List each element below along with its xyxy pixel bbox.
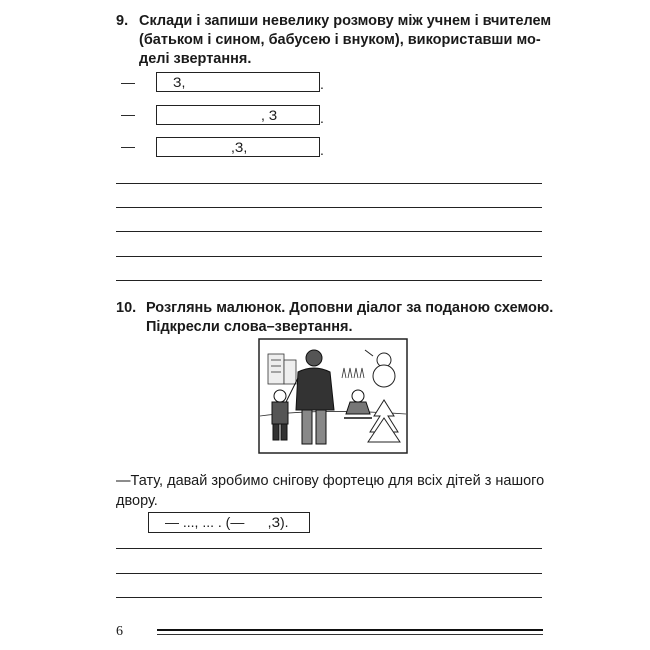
task-10-scheme-text: — ..., ... . (— ,З). xyxy=(165,514,289,530)
writing-line-8[interactable] xyxy=(116,597,542,598)
task-9-title-line-1: Склади і запиши невелику розмову між учнем і вчителем xyxy=(139,13,552,29)
winter-walk-illustration xyxy=(258,338,408,454)
writing-line-2[interactable] xyxy=(116,207,542,208)
scheme-2-end: . xyxy=(320,110,324,126)
writing-line-1[interactable] xyxy=(116,183,542,184)
scheme-3-box xyxy=(156,137,320,157)
scheme-1-dash: — xyxy=(121,74,135,90)
writing-line-3[interactable] xyxy=(116,231,542,232)
scheme-2-box xyxy=(156,105,320,125)
scheme-3-end: . xyxy=(320,142,324,158)
scheme-1-end: . xyxy=(320,76,324,92)
dialogue-line-2: двору. xyxy=(116,493,158,509)
scheme-2-dash: — xyxy=(121,106,135,122)
task-10-title-line-1: Розглянь малюнок. Доповни діалог за поданою схемою. xyxy=(146,300,554,316)
scheme-2-text: , З xyxy=(261,107,278,123)
task-10-number: 10. xyxy=(116,300,137,316)
footer-rule-thick xyxy=(157,629,543,631)
writing-line-5[interactable] xyxy=(116,280,542,281)
scheme-1-box xyxy=(156,72,320,92)
writing-line-7[interactable] xyxy=(116,573,542,574)
writing-line-6[interactable] xyxy=(116,548,542,549)
writing-line-4[interactable] xyxy=(116,256,542,257)
task-9-title-line-3: делі звертання. xyxy=(139,51,252,67)
task-10-title-line-2: Підкресли слова–звертання. xyxy=(146,319,353,335)
task-10-scheme-box xyxy=(148,512,310,533)
scheme-1-text: З, xyxy=(173,74,186,90)
page-number: 6 xyxy=(116,624,123,639)
dialogue-line-1: —Тату, давай зробимо снігову фортецю для всіх дітей з нашого xyxy=(116,473,545,489)
scheme-3-dash: — xyxy=(121,138,135,154)
footer-rule-thin xyxy=(157,634,543,635)
scheme-3-text: ,З, xyxy=(231,139,248,155)
task-9-title-line-2: (батьком і сином, бабусею і внуком), використавши мо- xyxy=(139,32,541,48)
task-9-number: 9. xyxy=(116,13,129,29)
